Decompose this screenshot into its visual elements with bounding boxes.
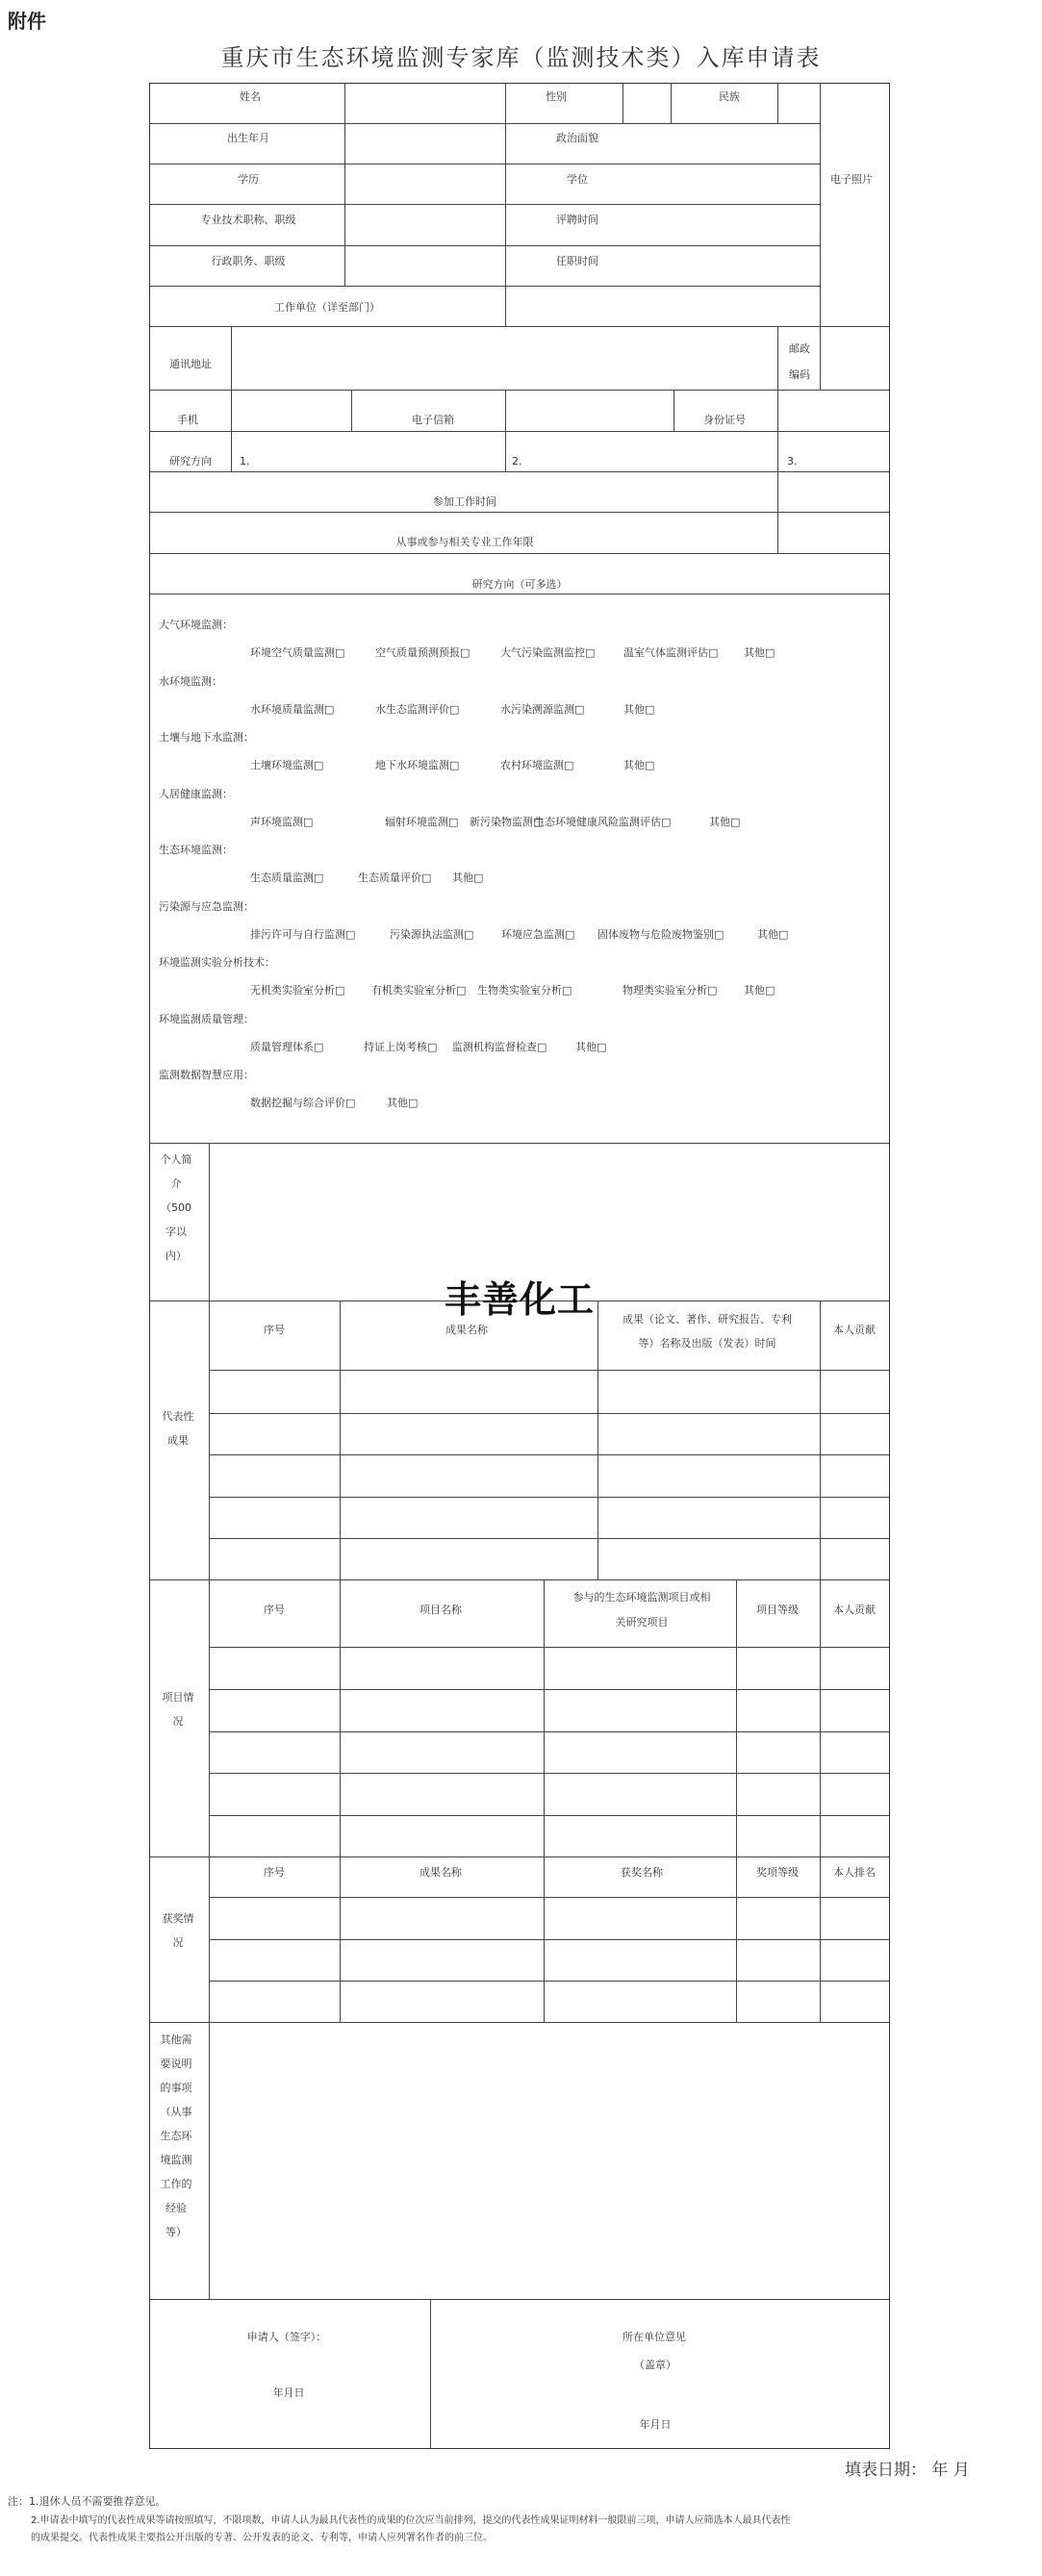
- direction-option[interactable]: 固体废物与危险废物鉴别□: [597, 927, 724, 941]
- grid-line: [209, 1897, 889, 1898]
- label-line: 个人简: [160, 1153, 192, 1166]
- ach-col-desc-2: 等）名称及出版（发表）时间: [638, 1337, 776, 1350]
- grid-line: [820, 326, 821, 390]
- direction-category: 水环境监测：: [159, 674, 222, 688]
- note-3: 的成果提交。代表性成果主要指公开出版的专著、公开发表的论文、专利等，申请人应列署名作者的前三位。: [31, 2533, 493, 2543]
- grid-line: [209, 2022, 210, 2299]
- label-line: 要说明: [160, 2058, 192, 2070]
- note-2: 2.申请表中填写的代表性成果等请按照填写，不限项数，申请人认为最具代表性的成果的位次应当前排列，提交的代表性成果证明材料一般限前三项，申请人应筛选本人最具代表性: [31, 2515, 791, 2526]
- label-line: （500: [161, 1201, 191, 1214]
- label-postcode-1: 邮政: [789, 342, 810, 355]
- label-ethnicity: 民族: [719, 90, 740, 103]
- grid-line: [149, 123, 820, 124]
- grid-line: [209, 1815, 889, 1816]
- research-1: 1.: [240, 455, 250, 467]
- attachment-label: 附件: [8, 10, 46, 33]
- direction-option[interactable]: 生态质量评价□: [358, 871, 432, 884]
- label-line: 的事项: [160, 2082, 192, 2094]
- projects-label: [163, 1685, 194, 1733]
- label-line: 介: [170, 1177, 182, 1190]
- awards-label: [163, 1907, 194, 1955]
- direction-option[interactable]: 水污染溯源监测□: [500, 702, 585, 716]
- direction-option[interactable]: 土壤环境监测□: [250, 759, 324, 771]
- label-admin: 行政职务、职级: [211, 255, 286, 267]
- proj-col-name: 项目名称: [419, 1604, 462, 1616]
- direction-option[interactable]: 环境空气质量监测□: [250, 646, 345, 659]
- label-line: 经验: [165, 2202, 187, 2214]
- direction-option[interactable]: 空气质量预测预报□: [375, 646, 470, 659]
- application-form: [149, 83, 890, 2449]
- direction-option[interactable]: 水生态监测评价□: [375, 702, 460, 716]
- direction-category: 大气环境监测：: [159, 619, 233, 631]
- research-3: 3.: [787, 455, 798, 467]
- label-gender: 性别: [546, 90, 567, 103]
- fill-date: 填表日期： 年 月: [845, 2461, 970, 2480]
- ach-col-name: 成果名称: [445, 1324, 488, 1336]
- direction-option[interactable]: 其他□: [575, 1040, 607, 1053]
- grid-line: [777, 326, 778, 390]
- direction-option[interactable]: 地下水环境监测□: [375, 759, 460, 771]
- direction-category: 生态环境监测：: [159, 844, 233, 856]
- applicant-date: 年月日: [272, 2387, 305, 2399]
- direction-option[interactable]: 监测机构监督检查□: [452, 1040, 547, 1053]
- grid-line: [209, 1939, 889, 1940]
- label-politics: 政治面貌: [556, 132, 598, 144]
- label-line: 内）: [165, 1250, 187, 1262]
- label-admin-time: 任职时间: [556, 255, 598, 267]
- grid-line: [209, 1413, 889, 1414]
- grid-line: [209, 1773, 889, 1774]
- grid-line: [209, 1143, 210, 1301]
- grid-line: [820, 83, 821, 326]
- grid-line: [209, 1731, 889, 1732]
- grid-line: [430, 2299, 431, 2449]
- label-line: 工作的: [160, 2178, 192, 2190]
- grid-line: [149, 2022, 889, 2023]
- direction-option[interactable]: 生态质量监测□: [250, 871, 324, 884]
- label-line: 代表性: [162, 1410, 194, 1423]
- direction-option[interactable]: 其他□: [623, 759, 655, 771]
- label-line: 其他需: [160, 2033, 192, 2046]
- direction-option[interactable]: 大气污染监测监控□: [500, 646, 596, 659]
- direction-option[interactable]: 其他□: [744, 984, 775, 997]
- direction-option[interactable]: 污染源执法监测□: [390, 927, 474, 941]
- grid-line: [149, 1143, 889, 1144]
- awd-col-name: 成果名称: [419, 1866, 462, 1879]
- label-title: 专业技术职称、职级: [200, 214, 296, 226]
- grid-line: [149, 553, 889, 554]
- direction-option[interactable]: 辐射环境监测□: [385, 815, 459, 828]
- grid-line: [149, 1856, 889, 1857]
- direction-option[interactable]: 持证上岗考核□: [364, 1040, 438, 1053]
- label-years: 从事或参与相关专业工作年限: [395, 536, 534, 548]
- grid-line: [505, 390, 506, 431]
- label-hire-time: 评聘时间: [556, 214, 598, 226]
- direction-option[interactable]: 生物类实验室分析□: [477, 984, 572, 997]
- direction-option[interactable]: 数据挖掘与综合评价□: [250, 1097, 356, 1109]
- label-address: 通讯地址: [169, 358, 212, 370]
- direction-category: 人居健康监测：: [159, 787, 233, 800]
- direction-option[interactable]: 环境应急监测□: [501, 927, 575, 941]
- grid-line: [209, 1538, 889, 1539]
- direction-option[interactable]: 物理类实验室分析□: [623, 984, 718, 997]
- label-email: 电子信箱: [412, 414, 454, 426]
- grid-line: [209, 1689, 889, 1690]
- grid-line: [505, 431, 506, 471]
- direction-option[interactable]: 农村环境监测□: [500, 759, 574, 771]
- direction-option[interactable]: 其他□: [452, 871, 484, 884]
- grid-line: [673, 390, 674, 431]
- label-directions-head: 研究方向（可多选）: [471, 578, 568, 591]
- direction-option[interactable]: 无机类实验室分析□: [250, 984, 345, 997]
- intro-label: [161, 1148, 192, 1268]
- watermark: 丰善化工: [445, 1278, 596, 1321]
- proj-col-contribution: 本人贡献: [833, 1604, 876, 1616]
- awd-col-rank: 本人排名: [833, 1866, 876, 1879]
- label-line: 成果: [167, 1434, 189, 1447]
- direction-category: 监测数据智慧应用：: [159, 1069, 254, 1081]
- grid-line: [777, 471, 778, 553]
- grid-line: [149, 1579, 889, 1580]
- label-name: 姓名: [240, 90, 261, 103]
- grid-line: [505, 83, 506, 286]
- direction-option[interactable]: 生态环境健康风险监测评估□: [534, 815, 672, 828]
- ach-col-desc-1: 成果（论文、著作、研究报告、专利: [623, 1313, 792, 1326]
- grid-line: [149, 286, 820, 287]
- label-line: 况: [172, 1715, 184, 1728]
- grid-line: [209, 1497, 889, 1498]
- grid-line: [149, 593, 889, 594]
- label-work-time: 参加工作时间: [433, 495, 496, 508]
- note-1: 注：1.退休人员不需要推荐意见。: [8, 2495, 166, 2508]
- grid-line: [209, 1370, 889, 1371]
- direction-option[interactable]: 其他□: [709, 815, 741, 828]
- label-research: 研究方向: [169, 455, 212, 467]
- label-photo: 电子照片: [830, 173, 873, 186]
- grid-line: [231, 390, 232, 471]
- grid-line: [351, 390, 352, 431]
- direction-option[interactable]: 质量管理体系□: [250, 1040, 324, 1053]
- label-line: 境监测: [160, 2154, 192, 2166]
- label-unit: 工作单位（详至部门）: [274, 301, 380, 314]
- label-degree: 学位: [567, 173, 588, 186]
- research-2: 2.: [512, 455, 522, 467]
- label-mobile: 手机: [177, 414, 198, 426]
- awd-col-level: 奖项等级: [756, 1866, 799, 1879]
- direction-option[interactable]: 其他□: [387, 1097, 419, 1109]
- proj-col-related-2: 关研究项目: [615, 1616, 669, 1629]
- label-postcode-2: 编码: [789, 368, 810, 381]
- label-line: 生态环: [160, 2130, 192, 2142]
- direction-category: 土壤与地下水监测：: [159, 731, 254, 744]
- grid-line: [209, 1454, 889, 1455]
- direction-option[interactable]: 水环境质量监测□: [250, 702, 335, 716]
- grid-line: [149, 2299, 889, 2300]
- grid-line: [149, 204, 820, 205]
- grid-line: [777, 390, 778, 471]
- grid-line: [671, 83, 672, 123]
- direction-category: 污染源与应急监测：: [159, 899, 254, 913]
- direction-option[interactable]: 新污染物监测□: [470, 815, 544, 828]
- label-line: 获奖情: [162, 1912, 194, 1925]
- label-education: 学历: [238, 173, 259, 186]
- applicant-sign-label: 申请人（签字）：: [246, 2331, 327, 2343]
- awd-col-award: 获奖名称: [621, 1866, 663, 1879]
- grid-line: [231, 326, 232, 390]
- unit-opinion-label: 所在单位意见: [623, 2331, 686, 2343]
- direction-option[interactable]: 声环境监测□: [250, 815, 314, 828]
- grid-line: [777, 83, 778, 123]
- unit-date: 年月日: [639, 2418, 672, 2431]
- label-line: （从事: [160, 2106, 192, 2118]
- direction-option[interactable]: 温室气体监测评估□: [623, 646, 719, 659]
- seal-label: （盖章）: [634, 2359, 676, 2371]
- direction-option[interactable]: 其他□: [623, 702, 655, 716]
- label-id-card: 身份证号: [703, 414, 746, 426]
- grid-line: [149, 245, 820, 246]
- proj-col-level: 项目等级: [756, 1604, 799, 1616]
- ach-col-contribution: 本人贡献: [833, 1324, 876, 1336]
- label-line: 等）: [165, 2226, 187, 2238]
- proj-col-no: 序号: [264, 1604, 285, 1616]
- page-title: 重庆市生态环境监测专家库（监测技术类）入库申请表: [220, 44, 822, 71]
- direction-category: 环境监测实验分析技术：: [159, 956, 275, 969]
- direction-option[interactable]: 排污许可与自行监测□: [250, 927, 356, 941]
- proj-col-related-1: 参与的生态环境监测项目或相: [572, 1591, 711, 1604]
- awd-col-no: 序号: [264, 1866, 285, 1879]
- label-line: 项目情: [162, 1691, 194, 1704]
- achievements-label: [163, 1404, 194, 1452]
- label-line: 字以: [165, 1225, 187, 1238]
- grid-line: [209, 1647, 889, 1648]
- label-line: 况: [172, 1936, 184, 1949]
- grid-line: [344, 83, 345, 286]
- other-label: [161, 2028, 192, 2244]
- direction-category: 环境监测质量管理：: [159, 1012, 254, 1025]
- direction-option[interactable]: 其他□: [757, 927, 789, 941]
- direction-option[interactable]: 其他□: [744, 646, 775, 659]
- grid-line: [505, 286, 506, 326]
- direction-option[interactable]: 有机类实验室分析□: [371, 984, 467, 997]
- grid-line: [209, 1981, 889, 1982]
- label-birth: 出生年月: [227, 132, 269, 144]
- ach-col-no: 序号: [264, 1324, 285, 1336]
